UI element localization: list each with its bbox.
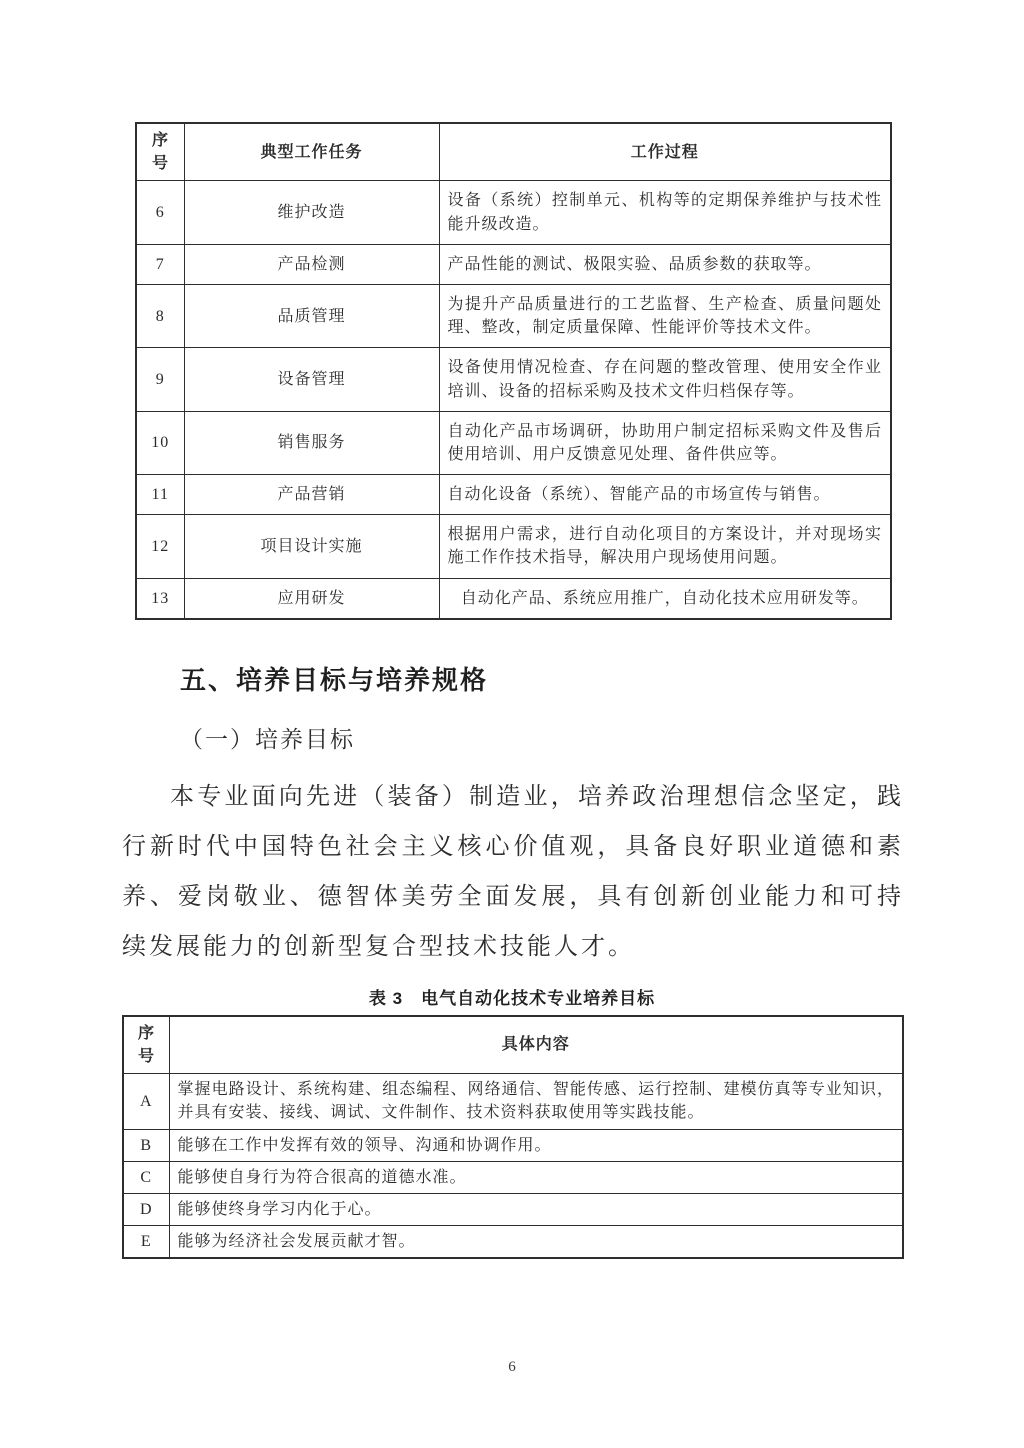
section-heading: 五、培养目标与培养规格 bbox=[180, 665, 489, 695]
task-cell: 应用研发 bbox=[184, 578, 439, 619]
table-row bbox=[136, 578, 891, 619]
work-tasks-table bbox=[135, 122, 892, 620]
task-cell: 项目设计实施 bbox=[184, 515, 439, 578]
process-cell: 自动化产品、系统应用推广，自动化技术应用研发等。 bbox=[439, 578, 891, 619]
row-number-cell: D bbox=[123, 1193, 169, 1225]
process-cell: 自动化产品市场调研，协助用户制定招标采购文件及售后使用培训、用户反馈意见处理、备件供应等。 bbox=[439, 411, 891, 474]
task-cell: 品质管理 bbox=[184, 284, 439, 347]
task-cell: 产品检测 bbox=[184, 244, 439, 284]
table-header-row bbox=[136, 123, 891, 181]
row-number-cell: 7 bbox=[136, 244, 184, 284]
row-number-cell: B bbox=[123, 1129, 169, 1161]
row-number-cell: 12 bbox=[136, 515, 184, 578]
header-cell-process: 工作过程 bbox=[439, 123, 891, 181]
table-row bbox=[136, 411, 891, 474]
table3-caption: 表 3 电气自动化技术专业培养目标 bbox=[368, 988, 656, 1008]
table-row bbox=[123, 1193, 903, 1225]
task-cell: 设备管理 bbox=[184, 348, 439, 411]
table-row bbox=[123, 1226, 903, 1259]
row-number-cell: 10 bbox=[136, 411, 184, 474]
row-number-cell: C bbox=[123, 1161, 169, 1193]
content-cell: 能够使终身学习内化于心。 bbox=[169, 1193, 903, 1225]
table-row bbox=[136, 475, 891, 515]
table-row bbox=[136, 284, 891, 347]
row-number-cell: E bbox=[123, 1226, 169, 1259]
training-objectives-table bbox=[122, 1015, 904, 1260]
process-cell: 产品性能的测试、极限实验、品质参数的获取等。 bbox=[439, 244, 891, 284]
header-cell-number: 序号 bbox=[123, 1016, 169, 1074]
row-number-cell: 11 bbox=[136, 475, 184, 515]
process-cell: 为提升产品质量进行的工艺监督、生产检查、质量问题处理、整改，制定质量保障、性能评价等技术文件。 bbox=[439, 284, 891, 347]
content-cell: 能够为经济社会发展贡献才智。 bbox=[169, 1226, 903, 1259]
training-objective-paragraph: 本专业面向先进（装备）制造业，培养政治理想信念坚定，践行新时代中国特色社会主义核心价值观，具备良好职业道德和素养、爱岗敬业、德智体美劳全面发展，具有创新创业能力和可持续发展能力的创新型复合型技术技能人才。 bbox=[122, 783, 904, 960]
content-cell: 能够在工作中发挥有效的领导、沟通和协调作用。 bbox=[169, 1129, 903, 1161]
table-row bbox=[123, 1074, 903, 1129]
content-cell: 能够使自身行为符合很高的道德水准。 bbox=[169, 1161, 903, 1193]
section-subheading: （一）培养目标 bbox=[180, 726, 355, 752]
content-cell: 掌握电路设计、系统构建、组态编程、网络通信、智能传感、运行控制、建模仿真等专业知识，并具有安装、接线、调试、文件制作、技术资料获取使用等实践技能。 bbox=[169, 1074, 903, 1129]
task-cell: 销售服务 bbox=[184, 411, 439, 474]
task-cell: 产品营销 bbox=[184, 475, 439, 515]
table-header-row bbox=[123, 1016, 903, 1074]
process-cell: 根据用户需求，进行自动化项目的方案设计，并对现场实施工作作技术指导，解决用户现场使用问题。 bbox=[439, 515, 891, 578]
row-number-cell: 6 bbox=[136, 181, 184, 244]
task-cell: 维护改造 bbox=[184, 181, 439, 244]
table-row bbox=[136, 244, 891, 284]
table-row bbox=[136, 515, 891, 578]
process-cell: 自动化设备（系统）、智能产品的市场宣传与销售。 bbox=[439, 475, 891, 515]
process-cell: 设备（系统）控制单元、机构等的定期保养维护与技术性能升级改造。 bbox=[439, 181, 891, 244]
table-row bbox=[123, 1129, 903, 1161]
header-cell-number: 序号 bbox=[136, 123, 184, 181]
row-number-cell: A bbox=[123, 1074, 169, 1129]
page-number: 6 bbox=[508, 1359, 516, 1375]
row-number-cell: 9 bbox=[136, 348, 184, 411]
row-number-cell: 13 bbox=[136, 578, 184, 619]
table-row bbox=[123, 1161, 903, 1193]
table-row bbox=[136, 181, 891, 244]
row-number-cell: 8 bbox=[136, 284, 184, 347]
header-cell-task: 典型工作任务 bbox=[184, 123, 439, 181]
table-row bbox=[136, 348, 891, 411]
header-cell-content: 具体内容 bbox=[169, 1016, 903, 1074]
process-cell: 设备使用情况检查、存在问题的整改管理、使用安全作业培训、设备的招标采购及技术文件归档保存等。 bbox=[439, 348, 891, 411]
